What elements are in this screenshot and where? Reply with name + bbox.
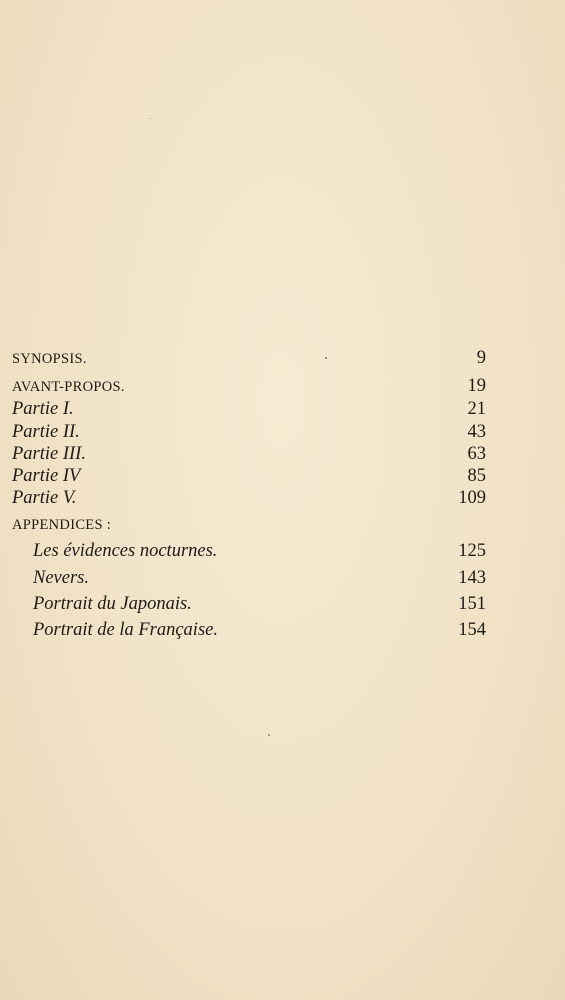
toc-row-avant-propos	[12, 376, 486, 397]
toc-appendices-heading	[12, 517, 486, 534]
toc-page-number: 109	[458, 488, 486, 508]
toc-label: Portrait de la Française.	[33, 620, 218, 640]
toc-label: Partie V.	[12, 488, 77, 508]
toc-row-appendix-4	[33, 620, 486, 641]
toc-page-number: 151	[458, 594, 486, 614]
toc-row-appendix-2	[33, 568, 486, 589]
toc-label: AVANT-PROPOS.	[12, 379, 125, 395]
appendices-heading: APPENDICES :	[12, 517, 112, 533]
toc-page-number: 19	[467, 376, 486, 396]
toc-page-number: 9	[476, 348, 486, 368]
toc-label: Les évidences nocturnes.	[33, 541, 218, 561]
toc-page-number: 21	[467, 399, 486, 419]
toc-page-number: 125	[458, 541, 486, 561]
toc-label: SYNOPSIS.	[12, 351, 87, 367]
toc-page-number: 85	[467, 466, 486, 486]
toc-label: Partie II.	[12, 422, 80, 442]
toc-row-partie-1	[12, 399, 486, 420]
toc-row-appendix-1	[33, 541, 486, 562]
toc-page-number: 63	[467, 444, 486, 464]
toc-page-number: 43	[467, 422, 486, 442]
toc-row-partie-2	[12, 422, 486, 443]
toc-row-partie-3	[12, 444, 486, 465]
toc-row-partie-5	[12, 488, 486, 509]
toc-label: Partie IV	[12, 466, 81, 486]
toc-page-number: 154	[458, 620, 486, 640]
toc-page-number: 143	[458, 568, 486, 588]
toc-label: Partie I.	[12, 399, 74, 419]
toc-row-appendix-3	[33, 594, 486, 615]
toc-label: Nevers.	[33, 568, 89, 588]
toc-label: Partie III.	[12, 444, 86, 464]
toc-row-synopsis	[12, 348, 486, 369]
toc-label: Portrait du Japonais.	[33, 594, 192, 614]
toc-row-partie-4	[12, 466, 486, 487]
